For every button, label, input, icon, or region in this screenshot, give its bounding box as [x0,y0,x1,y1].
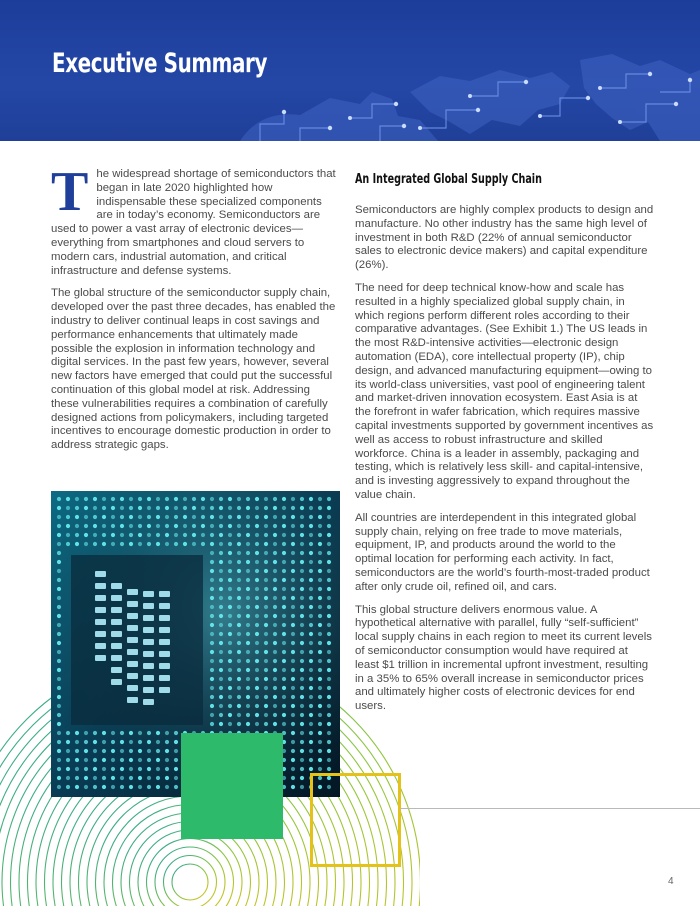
right-paragraph-2: The need for deep technical know-how and scale has resulted in a highly specialized global supply chain, in which regions perform different roles according to their comparative advantages. (See Exhibit 1.) The US leads in the most R&D-intensive activities—electronic design automation (EDA), core intellectual property (IP), chip design, and advanced manufacturing equipment—owing to its world-class universities, vast pool of engineering talent and market-driven innovation ecosystem. East Asia is at the forefront in wafer fabrication, which requires massive capital investments supported by government incentives as well as access to robust infrastructure and skilled workforce. China is a leader in assembly, packaging and testing, which is relatively less skill- and capital-intensive, and is investing aggressively to expand throughout the value chain. [355,281,654,501]
green-accent-square [181,733,283,839]
intro-text: he widespread shortage of semiconductors that began in late 2020 highlighted how indispensable these specialized components are in today’s economy. Semiconductors are used to power a vast array of electronic devices—everything from smartphones and cloud servers to modern cars, industrial automation, and critical infrastructure and defense systems. [51,168,336,277]
intro-paragraph [51,161,337,278]
divider-line [400,808,700,809]
yellow-outline-square [310,773,401,867]
right-paragraph-4: This global structure delivers enormous value. A hypothetical alternative with parallel, fully “self-sufficient” local supply chains in each region to meet its current levels of semiconductor consumption would have required at least $1 trillion in incremental upfront investment, resulting in a 35% to 65% overall increase in semiconductor prices and ultimately higher costs of electronic devices for end users. [355,603,652,713]
right-paragraph-3: All countries are interdependent in this integrated global supply chain, relying on free trade to move materials, equipment, IP, and products around the world to the optimal location for performing each activity. In fact, semiconductors are the world’s fourth-most-traded product after only crude oil, refined oil, and cars. [355,511,650,593]
right-paragraph-1: Semiconductors are highly complex products to design and manufacture. No other industry has the same high level of investment in both R&D (22% of annual semiconductor sales to electronic device makers) and capital expenditure (26%). [355,204,654,272]
page-title: Executive Summary [52,48,268,79]
dropcap-letter: T [51,161,89,223]
global-structure-paragraph: The global structure of the semiconductor supply chain, developed over the past three decades, has enabled the industry to deliver continual leaps in cost savings and performance enhancements that ultimately made possible the explosion in information technology and digital services. In the past few years, however, several new factors have emerged that could put the successful continuation of this global model at risk. Addressing these vulnerabilities requires a combination of carefully designed actions from policymakers, including targeted incentives to encourage domestic production in order to address strategic gaps. [51,287,336,452]
page-number: 4 [668,876,674,887]
left-column [51,161,337,462]
header-banner [0,0,700,141]
section-heading: An Integrated Global Supply Chain [355,172,542,187]
